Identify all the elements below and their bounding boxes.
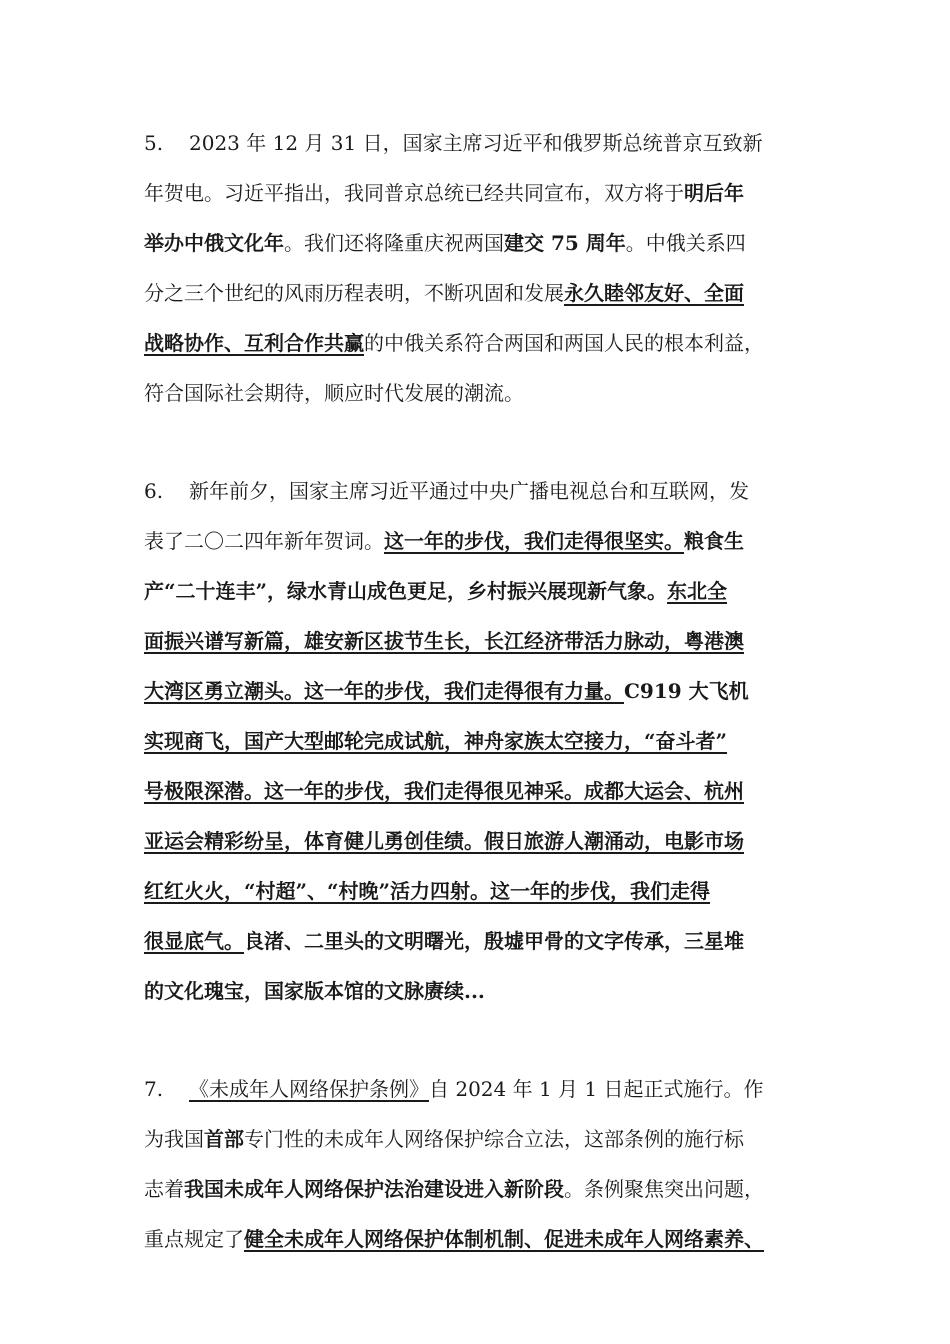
text-line (144, 268, 814, 318)
text-run: 。中俄关系四 (625, 231, 746, 255)
text-run: 明后年 (684, 181, 744, 205)
text-run: 举办中俄文化年 (144, 231, 284, 255)
text-run: 分之三个世纪的风雨历程表明，不断巩固和发展 (144, 281, 564, 305)
paragraph-gap (144, 1016, 814, 1064)
text-line (144, 716, 814, 766)
text-run: 良渚、二里头的文明曙光，殷墟甲骨的文字传承，三星堆 (244, 929, 744, 953)
text-run: 志着 (144, 1177, 184, 1201)
text-run: 号极限深潜。这一年的步伐，我们走得很见神采。 (144, 779, 584, 803)
text-line (144, 966, 814, 1016)
text-line (144, 1164, 814, 1214)
text-run: 这一年的步伐，我们走得很坚实。 (384, 529, 684, 553)
text-run: 符合国际社会期待，顺应时代发展的潮流。 (144, 381, 524, 405)
text-run: 面振兴谱写新篇，雄安新区拔节生长，长江经济带活力脉动，粤港澳 (144, 629, 744, 653)
text-run: 表了二〇二四年新年贺词。 (144, 529, 384, 553)
text-run: 重点规定了 (144, 1227, 244, 1251)
text-run: 战略协作、互利合作共赢 (144, 331, 364, 355)
paragraph-gap (144, 418, 814, 466)
text-run: 建交 75 周年 (504, 231, 626, 255)
text-run: 年贺电。习近平指出，我同普京总统已经共同宣布，双方将于 (144, 181, 684, 205)
text-run: 新年前夕，国家主席习近平通过中央广播电视总台和互联网，发 (189, 479, 749, 503)
text-run: 大湾区勇立潮头。这一年的步伐，我们走得很有力量。 (144, 679, 624, 703)
text-run: 实现商飞，国产大型邮轮完成试航，神舟家族太空接力，“奋斗者” (144, 729, 728, 753)
text-run: 自 2024 年 1 月 1 日起正式施行。作 (429, 1077, 764, 1101)
text-run: 2023 年 12 月 31 日，国家主席习近平和俄罗斯总统普京互致新 (189, 131, 763, 155)
text-run: 《未成年人网络保护条例》 (189, 1077, 429, 1101)
text-run: 产“二十连丰”，绿水青山成色更足，乡村振兴展现新气象。 (144, 579, 668, 603)
document-page (144, 118, 814, 1264)
text-run: 粮食生 (684, 529, 744, 553)
news-item (144, 1064, 814, 1264)
item-number: 6. (144, 479, 164, 503)
text-line (144, 218, 814, 268)
item-number: 5. (144, 131, 164, 155)
text-line (144, 118, 814, 168)
text-line (144, 318, 814, 368)
text-line (144, 866, 814, 916)
text-line (144, 516, 814, 566)
text-run: 。条例聚焦突出问题， (564, 1177, 764, 1201)
text-run: 。我们还将隆重庆祝两国 (284, 231, 504, 255)
text-run: 红红火火，“村超”、“村晚”活力四射。这一年的步伐，我们走得 (144, 879, 711, 903)
text-line (144, 168, 814, 218)
item-number: 7. (144, 1077, 164, 1101)
text-line (144, 1114, 814, 1164)
text-run: 专门性的未成年人网络保护综合立法，这部条例的施行标 (244, 1127, 744, 1151)
text-run: 健全未成年人网络保护体制机制、促进未成年人网络素养、 (244, 1227, 764, 1251)
text-run: 永久睦邻友好、全面 (564, 281, 744, 305)
text-run: 首部 (204, 1127, 244, 1151)
text-line (144, 1064, 814, 1114)
text-run: 成都大运会、杭州 (584, 779, 744, 803)
text-line (144, 616, 814, 666)
text-run: 很显底气。 (144, 929, 244, 953)
text-run: 为我国 (144, 1127, 204, 1151)
text-line (144, 666, 814, 716)
text-line (144, 566, 814, 616)
text-line (144, 816, 814, 866)
text-run: 的中俄关系符合两国和两国人民的根本利益， (364, 331, 764, 355)
text-line (144, 466, 814, 516)
text-run: C919 大飞机 (624, 679, 749, 703)
news-item (144, 466, 814, 1016)
text-run: 东北全 (667, 579, 728, 603)
text-line (144, 766, 814, 816)
text-line (144, 1214, 814, 1264)
text-line (144, 368, 814, 418)
text-line (144, 916, 814, 966)
news-item (144, 118, 814, 418)
text-run: 亚运会精彩纷呈，体育健儿勇创佳绩。假日旅游人潮涌动，电影市场 (144, 829, 744, 853)
text-run: 的文化瑰宝，国家版本馆的文脉赓续... (144, 979, 485, 1003)
text-run: 我国未成年人网络保护法治建设进入新阶段 (184, 1177, 564, 1201)
